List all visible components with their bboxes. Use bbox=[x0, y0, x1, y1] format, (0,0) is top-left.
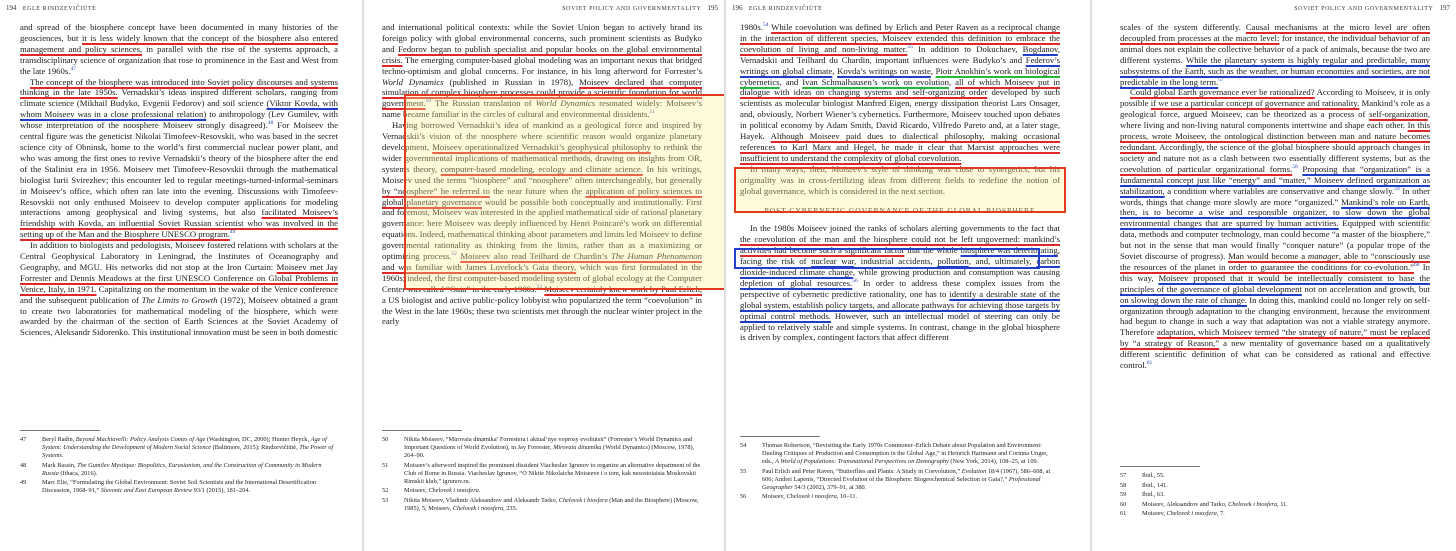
text-run: Equipped with scientific data, methods and computer technology, man could become “a master of the biosphere,” but not in the sense that man would finally “conquer nature” (a popular trope of the Soviet discourse of progress). bbox=[1120, 218, 1430, 262]
page-196 bbox=[726, 0, 1090, 551]
text-run: Moiseev’s afterword inspired the prominent dissident Viacheslav Igrunov to organize an alternative department of the Club of Rome in Russia. Viacheslav Igrunov, “O Nikite Nikolaiche Moiseeve i o tom, kak nesostoiaisia Moskovskii Rimskii klub,” igrunov.ru. bbox=[404, 461, 701, 485]
text-run: 54/3 (2002), 379–91, at 380. bbox=[792, 483, 867, 491]
annotated-text: Moiseev also read Teilhard de Chardin’s bbox=[460, 251, 611, 262]
footnote-ref[interactable]: 59 bbox=[1394, 185, 1400, 192]
annotated-text: Moiseev proposed that it would be intellectually consistent to base the principles of the governance of global development bbox=[1120, 272, 1430, 294]
text-run: (1972), Moiseev obtained a grant to create two laboratories for mathematical modeling of the biosphere, which were awarded by the chairman of the section of Earth Sciences at the Soviet Academy of Sciences, Aleksandr Sidorenko. This institutional innovation must be seen in both domestic bbox=[20, 294, 338, 338]
running-head-text: EGLĖ RINDZEVIČIŪTĖ bbox=[748, 6, 823, 12]
running-head-right bbox=[562, 4, 718, 12]
text-run: and international political contexts: while the Soviet Union began to actively brand its foreign policy with global environmental concerns, such prominent scientists as Budyko and bbox=[382, 22, 702, 54]
footnotes bbox=[382, 436, 702, 514]
footnote-text bbox=[404, 487, 702, 495]
text-run: that the whole bbox=[904, 245, 961, 256]
footnote-text bbox=[404, 462, 702, 486]
text-run: In order to address these complex issues from the perspective of cybernetic predictive rationality, one has to bbox=[740, 277, 1060, 299]
footnote-text bbox=[762, 493, 1060, 501]
annotated-text: self-organization bbox=[1369, 109, 1428, 120]
text-run: In this way, bbox=[1120, 261, 1430, 283]
annotated-text: Fedorov began to publish specialist and popular books on the global environmental crisis. bbox=[382, 43, 703, 65]
text-run: 93/1 (2015), 181–204. bbox=[192, 487, 251, 494]
text-run: , bbox=[930, 65, 936, 76]
annotated-text: on slowing down the rate of change. bbox=[1120, 294, 1247, 305]
page-number: 196 bbox=[732, 4, 743, 12]
text-run: Nikita Moiseev, Vladimir Aleksandrov and Aleksandr Tarko, bbox=[404, 496, 559, 504]
footnote-number: 52 bbox=[382, 487, 389, 494]
italic-text: Chelovek i noosfera bbox=[452, 504, 504, 512]
text-run: to rethink the wider governmental implications of mathematical methods, drawing on insights from OR, systems theory, bbox=[382, 141, 702, 174]
body-text bbox=[1120, 22, 1430, 371]
italic-text: The Power of Systems. bbox=[42, 444, 334, 459]
text-run: which was first formulated in the 1960s; indeed, the first computer-based modeling system of global ecology at the Computer Center was called “Gaia” in the early 1980s. bbox=[382, 261, 702, 294]
text-run: , and bbox=[779, 76, 803, 87]
footnote-number: 59 bbox=[1120, 491, 1127, 498]
footnote-ref[interactable]: 52 bbox=[451, 251, 457, 258]
text-run: Paul Erlich and Peter Raven, “Butterflies and Plants: A Study in Coevolution,” bbox=[762, 467, 962, 475]
footnote-number: 49 bbox=[20, 479, 27, 486]
footnote bbox=[20, 436, 338, 460]
text-run: Moiseev, Aleksandrov and Tarko, bbox=[1142, 500, 1229, 508]
annotated-text: facilitated Moiseev’s friendship with Kovda, an influential Soviet Russian scientist who was involved in the setting up of the Man and the Biosphere UNESCO program. bbox=[20, 207, 338, 240]
text-run: Moiseev, bbox=[1142, 510, 1167, 517]
annotated-text: identify a desirable state of the global system, establish policy targets, and allocate pathways for achieving those targets by optimal control methods. bbox=[740, 288, 1060, 321]
running-head-text: SOVIET POLICY AND GOVERNMENTALITY bbox=[1294, 6, 1434, 12]
annotated-text: Causal mechanisms at the micro level are often decoupled from processes at the macro level: bbox=[1120, 22, 1430, 43]
annotated-text: In this process, wrote Moiseev, the ontological distinction between man and nature becomes redundant. bbox=[1120, 120, 1430, 152]
page-195 bbox=[364, 0, 724, 551]
paragraph bbox=[740, 22, 1060, 164]
text-run: Ibid., 63. bbox=[1142, 491, 1165, 498]
footnotes bbox=[20, 436, 338, 497]
footnote bbox=[382, 497, 702, 513]
footnote bbox=[1120, 482, 1430, 490]
text-run: In other words, things that change more slowly are more “organized.” bbox=[1120, 185, 1430, 207]
text-run: (Baltimore, 2015); Rindzevičiūtė, bbox=[211, 444, 300, 451]
text-run: resonated widely: Moiseev’s name became familiar in the circles of cultural and environmental dissidents. bbox=[382, 98, 702, 120]
text-run: Thomas Robertson, “Revisiting the Early 1970s Commoner–Erlich Debate about Population and Environment: Dueling Critiques of Production and Consumption in the Global Age,” in Heinrich Hartmann and Corinna Unger, eds., bbox=[762, 442, 1048, 465]
text-run: a new mentality of governance based on a qualitatively different scientific definition of what can be considered as rational and effective control. bbox=[1120, 338, 1430, 371]
annotated-text: Moiseev operationalized Vernadskii’s geophysical philosophy bbox=[432, 141, 651, 152]
body-text bbox=[20, 22, 338, 338]
text-run: , 7. bbox=[1216, 510, 1225, 517]
footnote bbox=[740, 468, 1060, 492]
footnote-rule bbox=[20, 430, 100, 431]
text-run: For Moiseev the central figure was the geneticist Nikolai Timofeev-Resovskii, who was based in the secret science city of Obninsk, home to the world’s first commercial nuclear power plant, and who was among the first ones to revive Vernadskii’s theory of the biosphere after the end of the Stalinist era in 1956. Moiseev met Timofeev-Resovskii through the mathematical biologist Iurii Svirezhev; this encounter led to regular meetings-turned-informal-seminars in Moiseev’s office, which often ran late into the evening. Discussions with Timofeev-Resovskii not only enthused Moiseev to develop computer applications for modeling interactions among geophysical and living systems, but also bbox=[20, 120, 338, 218]
text-run: Vernadskii’s ideas inspired different scholars, ranging from climate science (Mikhail Budyko, Evgenii Fedorov) and soil science bbox=[20, 87, 338, 109]
footnote bbox=[740, 442, 1060, 466]
footnote bbox=[382, 436, 702, 460]
text-run: , facing the risk of bbox=[740, 245, 1060, 267]
footnote-text bbox=[42, 479, 338, 495]
text-run: a US biologist and active public-policy lobbyist who popularized the term “coevolution” in the West in the late 1960s; these two scientists met through the nuclear winter project in the early bbox=[382, 294, 702, 327]
text-run: Ibid., 55. bbox=[1142, 472, 1165, 479]
footnote-ref[interactable]: 57 bbox=[1218, 76, 1224, 83]
text-run: In the 1980s Moiseev joined the ranks of scholars alerting governments to the fact that bbox=[750, 223, 1060, 234]
footnote-number: 55 bbox=[740, 467, 747, 475]
italic-text: The Human Phenomenon bbox=[611, 251, 702, 262]
text-run: , bbox=[832, 65, 838, 76]
text-run: not on acceleration and growth, but bbox=[1301, 283, 1430, 294]
footnote-number: 51 bbox=[382, 461, 389, 469]
footnote bbox=[20, 462, 338, 478]
text-run: Moiseev, bbox=[762, 493, 787, 500]
annotated-text: it is less widely known that the concept of the biosphere also entered management and policy sciences, bbox=[20, 32, 338, 54]
footnote-number: 56 bbox=[740, 493, 747, 500]
footnote-number: 47 bbox=[20, 436, 27, 443]
page-number: 197 bbox=[1439, 4, 1450, 12]
footnote-text bbox=[1142, 510, 1430, 518]
annotated-text: Moiseev met Jay Forrester and Dennis Meadows at the first UNESCO Conference on Global Problems in Venice, Italy, in 1971. bbox=[20, 261, 339, 294]
annotated-text: Moiseev declared that computer simulation of complex biosphere processes could provide a scientific foundation for world government. bbox=[382, 76, 702, 109]
footnote-ref[interactable]: 53 bbox=[536, 283, 543, 290]
italic-text: Age of System: Understanding the Development of Modern Social Science bbox=[42, 436, 327, 451]
annotated-text: While coevolution was defined by Erlich and Peter Raven as a reciprocal change in the interaction of different species, Moiseev extended this definition to embrace the coevolution of living and non-living matter. bbox=[740, 22, 1061, 54]
page-number: 194 bbox=[6, 4, 17, 12]
annotated-text: adaptation, which Moiseev termed “the strategy of nature,” must be replaced by “a strategy of Reason,” bbox=[1120, 327, 1430, 349]
footnote-ref[interactable]: 56 bbox=[852, 278, 858, 285]
text-run: scales of the system differently. bbox=[1120, 22, 1246, 32]
text-run: 1980s. bbox=[740, 22, 763, 32]
annotated-text: Proposing that “organization” is a fundamental concept just like “energy” and “matter,” Moiseev defined organization as stabilization, bbox=[1120, 163, 1431, 196]
text-run: Having borrowed Vernadskii’s idea of mankind as a geological force and inspired by Vernadskii’s vision of the noosphere where scientific reason would organize planetary development, bbox=[382, 120, 702, 152]
footnote bbox=[382, 487, 702, 495]
annotated-text: the coevolution of the man and the biosphere could not be left ungoverned: mankind’s activities had become such a significant factor bbox=[740, 234, 1060, 256]
annotated-text: Bogdanov bbox=[1022, 43, 1058, 54]
text-run: In many ways, then, Moiseev’s style of thinking was close to synergetics, but his originality was in cross-fertilizing ideas from different fields to redefine the notion of global governance, which is considered in the next section. bbox=[740, 163, 1060, 196]
annotated-text: Mankind’s role on Earth, then, is to become a wise and responsible organizer, to slow down the global environmental changes that are spurred by human activities. bbox=[1120, 196, 1430, 229]
text-run: a condition where variables are conservative and change slowly. bbox=[1164, 185, 1395, 196]
footnote-text bbox=[762, 442, 1060, 466]
text-run: Mankind’s role as a geological force, argued Moiseev, can be theorized as a process of bbox=[1120, 98, 1430, 120]
footnote-ref[interactable]: 58 bbox=[1292, 163, 1298, 170]
text-run: Capitalizing on the momentum in the wake of the Venice conference and the subsequent publication of bbox=[20, 283, 339, 305]
footnote bbox=[20, 479, 338, 495]
text-run: for instance, the individual behavior of an animal does not explain the collective behavior of a pack of animals, because the two are different systems. bbox=[1120, 32, 1430, 65]
text-run: (Man and the Biosphere) (Moscow, 1985), 5; Moiseev, bbox=[404, 496, 699, 512]
paragraph bbox=[382, 22, 702, 120]
italic-text: Chelovek i noosfera bbox=[786, 493, 837, 500]
text-run: The Russian translation of bbox=[431, 98, 536, 109]
page-194 bbox=[0, 0, 362, 551]
running-head-text: SOVIET POLICY AND GOVERNMENTALITY bbox=[562, 6, 702, 12]
annotated-text: Although Moiseev paid dues to dialectical philosophy, making occasional references to Karl Marx and Hegel, he made it clear that Marxist approaches were insufficient to understand the complexity of global coevolution. bbox=[740, 131, 1060, 163]
paragraph bbox=[20, 240, 338, 338]
text-run: , and, ultimately, bbox=[968, 256, 1037, 267]
annotated-text: pollution bbox=[937, 256, 969, 267]
text-run: In addition to Dokuchaev, bbox=[912, 43, 1023, 54]
footnote-text bbox=[762, 468, 1060, 492]
annotated-text: , able to “consciously use the resources of the planet in order to guarantee the conditions for co-evolution.” bbox=[1120, 251, 1430, 272]
italic-text: World Dynamics bbox=[535, 98, 596, 109]
text-run: Nikita Moiseev, “Mirovaia dinamika’ Forrestera i aktual’nye voprosy evoliutsii” (Forrester’s World Dynamics and Important Questions of World Evolution), in Jay Forrester, bbox=[404, 436, 693, 451]
page-number: 195 bbox=[707, 4, 718, 12]
text-run: and spread of the biosphere concept have been documented in many histories of the geosciences, but bbox=[20, 22, 338, 43]
annotated-text: computer-based modeling, ecology and climate science. bbox=[440, 163, 643, 174]
footnotes bbox=[740, 442, 1060, 503]
annotated-text: all of which Moiseev put in dialogue with ideas on changing systems and self-organizing order bbox=[740, 76, 1060, 98]
footnote-rule bbox=[1120, 466, 1200, 467]
italic-text: Chelovek i biosfera bbox=[558, 496, 608, 504]
text-run: developed by such scientists as molecular biologist Manfred Eigen, energy dissipation theorist Lars Onsager, and, obviously, Norbert Wiener’s cybernetics. Furthermore, Moiseev touched upon debates in political economy by Adam Smith, David Ricardo, Vilfredo Pareto and, at a later stage, Hayek. bbox=[740, 87, 1061, 142]
annotated-text: Ivan Schmalhausen’s work on evolution bbox=[802, 76, 949, 87]
footnote-rule bbox=[382, 430, 462, 431]
text-run: According to Moiseev, it is only possible bbox=[1120, 87, 1430, 109]
footnote-number: 54 bbox=[740, 442, 747, 449]
annotated-text: depletion of global resources. bbox=[740, 277, 853, 288]
footnote-text bbox=[404, 436, 702, 460]
text-run: the near future when the bbox=[489, 185, 586, 196]
annotated-text: application of policy sciences to global planetary governance bbox=[382, 185, 703, 207]
text-run: to anthropology (Lev Gumilev, with whose interpretation of the noosphere Moiseev strongly disagreed). bbox=[20, 109, 339, 131]
footnote-text bbox=[404, 497, 702, 513]
italic-text: Professional Geographer bbox=[762, 475, 1041, 491]
text-run: would be possible both conceptually and institutionally. First and foremost, Moiseev was interested in the applied mathematical side of rational planetary governance: here Moiseev was deeply influenced by Henri Poincaré’s work on differential equations. Indeed, mathematical thinking about parameters and limits led Moiseev to define governmental rationality as thinking from the limits, rather than as a maximizing or optimizing process. bbox=[382, 196, 702, 262]
text-run: , bbox=[948, 76, 956, 87]
text-run: Ibid., 141. bbox=[1142, 481, 1168, 489]
text-run: , Vernadskii and Teilhard du Chardin, important influences were Budyko’s and bbox=[740, 43, 1060, 65]
paragraph bbox=[20, 22, 338, 77]
footnotes bbox=[1120, 472, 1430, 520]
footnote bbox=[1120, 491, 1430, 499]
italic-text: Chelovek i noosfera bbox=[1166, 510, 1217, 517]
running-head-right bbox=[1294, 4, 1450, 12]
text-run: Moiseev, bbox=[404, 487, 429, 494]
running-head-text: EGLĖ RINDZEVIČIŪTĖ bbox=[22, 6, 97, 12]
text-run: , while growing production and consumption was causing bbox=[852, 267, 1060, 278]
footnote-number: 58 bbox=[1120, 481, 1127, 489]
footnote-ref[interactable]: 48 bbox=[267, 120, 274, 127]
page-197 bbox=[1092, 0, 1456, 551]
footnote-text bbox=[1142, 501, 1430, 509]
text-run: in parallel with the rise of the systems approach, a transdisciplinary science of organization that rose to prominence in the East and West from the late 1960s. bbox=[20, 43, 338, 76]
annotated-text: Moiseev certainly knew work by Paul Erlich, bbox=[544, 283, 702, 294]
annotated-text: (Viktor Kovda, with whom Moiseev was in a close professional relation) bbox=[20, 98, 338, 120]
footnote-ref[interactable]: 55 bbox=[907, 43, 913, 50]
footnote-ref[interactable]: 51 bbox=[649, 109, 656, 116]
footnote bbox=[1120, 510, 1430, 518]
paragraph bbox=[740, 223, 1060, 343]
paragraph bbox=[1120, 87, 1430, 371]
italic-text: World Dynamics bbox=[382, 76, 444, 87]
text-run: , 235. bbox=[503, 504, 518, 512]
annotated-text: Could global Earth governance ever be rationalized? bbox=[1130, 87, 1315, 98]
annotated-text: and was familiar with James Lovelock’s Gaia theory, bbox=[382, 261, 577, 272]
footnote bbox=[1120, 472, 1430, 480]
text-run: (Washington, DC, 2000); Hunter Heyck, bbox=[205, 436, 311, 443]
footnote bbox=[1120, 501, 1430, 509]
text-run: Marc Elie, “Formulating the Global Environment: Soviet Soil Scientists and the International Desertification Discussion, 1968–91,” bbox=[42, 479, 317, 494]
annotated-text: The concept of the biosphere was introduced into Soviet policy discourses and systems thinking in the late 1950s. bbox=[20, 76, 338, 98]
footnote-number: 57 bbox=[1120, 472, 1127, 479]
footnote-text bbox=[1142, 491, 1430, 499]
italic-text: The Limits to Growth bbox=[141, 294, 218, 305]
footnote-number: 50 bbox=[382, 436, 389, 443]
footnote bbox=[382, 462, 702, 486]
footnote-text bbox=[42, 436, 338, 460]
italic-text: Beyond Machiavelli: Policy Analysis Comes of Age bbox=[75, 436, 206, 443]
footnote-text bbox=[42, 462, 338, 478]
annotated-text: nuclear war bbox=[811, 256, 854, 267]
text-run: In his writings, Moiseev used the terms “biosphere” and “noosphere” often interchangeably, but generally bbox=[382, 163, 702, 185]
annotated-text: While the planetary system is highly regular and predictable, many subsystems of the Earth, such as the weather, or human economies and societies, are not predictable in the long term. bbox=[1120, 54, 1430, 87]
annotated-text: if we use a particular concept of governance and rationality. bbox=[1150, 98, 1360, 109]
annotated-text: Kovda’s writings on waste bbox=[837, 65, 931, 76]
paragraph bbox=[1120, 22, 1430, 87]
italic-text: Chelovek i noosfera. bbox=[428, 487, 481, 494]
annotated-text: biosphere was deteriorating bbox=[960, 245, 1058, 256]
paragraph bbox=[740, 164, 1060, 197]
footnote-text bbox=[1142, 482, 1430, 490]
text-run: (World Dynamics) (Moscow, 1978), 264–90. bbox=[404, 444, 695, 459]
italic-text: manager bbox=[1307, 251, 1339, 262]
footnote-ref[interactable]: 61 bbox=[1146, 360, 1153, 367]
text-run: (New York, 2014), 108–25, at 109. bbox=[948, 458, 1039, 465]
footnote-ref[interactable]: 49 bbox=[229, 229, 236, 236]
footnote-ref[interactable]: 60 bbox=[1414, 262, 1420, 269]
text-run: 18/4 (1967), 586–608, at 606; Andrei Lapenis, “Directed Evolution of the Biosphere: Biogeochemical Selection or Gaia?,” bbox=[762, 467, 1051, 483]
text-run: (Ithaca, 2016). bbox=[58, 469, 98, 477]
text-run: , industrial accidents, bbox=[853, 256, 938, 267]
footnote-ref[interactable]: 50 bbox=[425, 98, 432, 105]
text-run: , 10–11. bbox=[836, 493, 858, 500]
text-run: Mark Bassin, bbox=[42, 461, 78, 469]
italic-text: Mirovaia dinamika bbox=[553, 444, 602, 451]
section-heading-text: POST-CYBERNETIC GOVERNANCE OF THE GLOBAL BIOSPHERE bbox=[764, 205, 1036, 215]
annotated-text: by “noosphere” he referred to bbox=[382, 185, 490, 196]
text-run: Accordingly, the science of the global biosphere should approach changes in society and nature not as a clash between two essentially different systems, but as the bbox=[1120, 141, 1430, 163]
footnote-rule bbox=[740, 436, 820, 437]
annotated-text: Federov’s writings on global climate bbox=[740, 54, 1060, 76]
italic-text: The Gumilev Mystique: Biopolitics, Eurasianism, and the Construction of Community in Modern Russia bbox=[42, 461, 322, 477]
footnote bbox=[740, 493, 1060, 501]
body-text bbox=[382, 22, 702, 327]
body-text bbox=[740, 22, 1060, 343]
italic-text: Slavonic and East European Review bbox=[100, 487, 193, 494]
footnote-number: 60 bbox=[1120, 500, 1127, 508]
paragraph bbox=[20, 77, 338, 241]
text-run: , where living and non-living natural components intertwine and shape each other. bbox=[1120, 109, 1430, 131]
text-run: In doing this, mankind could no longer rely on self-organization through adaptation to the changing environment, because the environment had begun to change in such a way that adaptation was not a viable strategy anymore. Therefore bbox=[1120, 294, 1430, 338]
running-head-left bbox=[732, 4, 822, 12]
text-run: The emerging computer-based global modeling was an important nexus that bridged techno-optimism and global concerns. For instance, in his long afterword for Forrester’s bbox=[382, 54, 702, 76]
paragraph bbox=[382, 120, 702, 327]
running-head-left bbox=[6, 4, 96, 12]
italic-text: Evolution bbox=[961, 467, 987, 475]
annotated-text: carbon dioxide-induced climate change bbox=[740, 256, 1060, 278]
text-run: , 11. bbox=[1277, 500, 1288, 508]
footnote-text bbox=[1142, 472, 1430, 480]
heading-box bbox=[734, 248, 1040, 269]
footnote-ref[interactable]: 47 bbox=[70, 65, 76, 72]
annotated-text: Man would become a bbox=[1228, 251, 1308, 262]
text-run: Beryl Radin, bbox=[42, 436, 76, 443]
text-run: In addition to biologists and pedologists, Moiseev fostered relations with scholars at the Central Geophysical Laboratory in Leningrad, the Institutes of Oceanography and Geography, and MGU. His networks did not stop at the Iron Curtain: bbox=[20, 240, 338, 272]
footnote-number: 61 bbox=[1120, 510, 1127, 517]
footnote-number: 53 bbox=[382, 496, 389, 504]
italic-text: Chelovek i biosfera bbox=[1228, 500, 1278, 508]
footnote-number: 48 bbox=[20, 461, 27, 469]
annotated-text: Piotr Anokhin’s work on biological cybernetics bbox=[740, 65, 1061, 87]
text-run: However, such an intellectual model of steering can only be applied to relatively stable and simple systems. In contrast, change in the global biosphere is driven by complex, contingent factors that affect different bbox=[740, 310, 1060, 343]
section-heading bbox=[740, 203, 1060, 220]
text-run: (published in Russian in 1978), bbox=[443, 76, 580, 87]
annotated-text: coevolution of particular organizational forms. bbox=[1120, 163, 1293, 174]
italic-text: A World of Populations: Transnational Perspectives on Demography bbox=[775, 458, 949, 465]
footnote-ref[interactable]: 54 bbox=[762, 22, 769, 29]
